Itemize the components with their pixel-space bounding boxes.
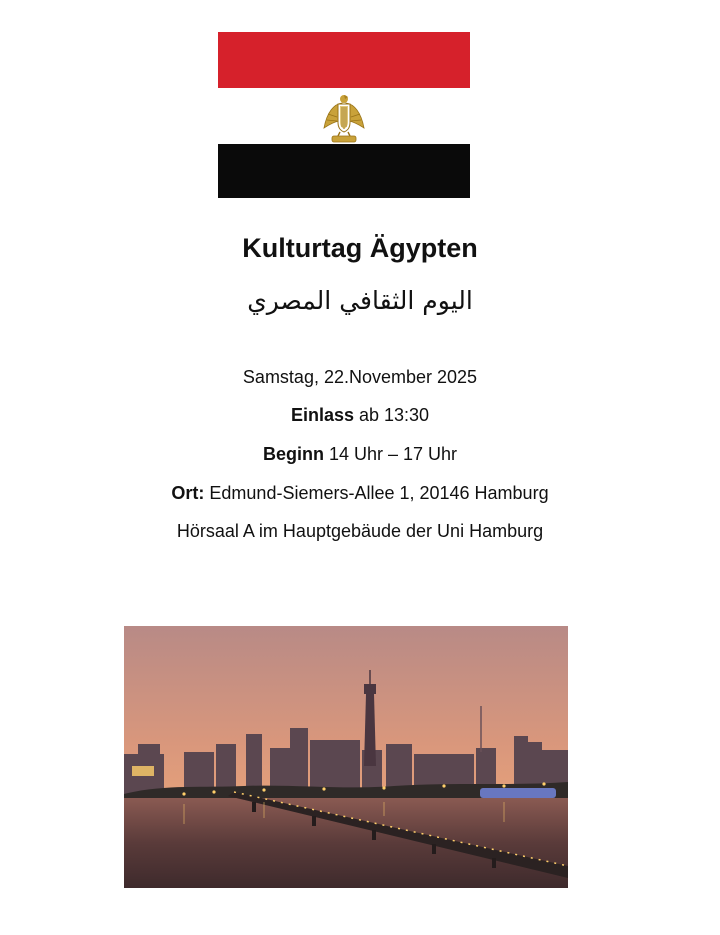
- start-label: Beginn: [262, 444, 324, 464]
- event-room: Hörsaal A im Hauptgebäude der Uni Hamburg: [176, 521, 544, 541]
- boat: [480, 788, 556, 798]
- event-title-arabic: اليوم الثقافي المصري: [247, 286, 473, 315]
- entry-time: [0, 402, 720, 428]
- cairo-skyline-nile-dusk-image: [124, 626, 568, 888]
- location-value: Edmund-Siemers-Allee 1, 20146 Hamburg: [204, 483, 549, 503]
- flag-black-stripe: [218, 144, 470, 198]
- event-title: Kulturtag Ägypten: [242, 233, 478, 263]
- nile-river: [124, 798, 568, 888]
- cairo-tower: [364, 670, 376, 766]
- start-time: [0, 441, 720, 467]
- egypt-flag: [218, 32, 470, 198]
- event-date: Samstag, 22.November 2025: [242, 367, 478, 387]
- event-location: [0, 480, 720, 506]
- eagle-of-saladin-icon: [322, 90, 366, 144]
- cairo-skyline-illustration: [124, 626, 568, 888]
- entry-label: Einlass: [290, 405, 354, 425]
- entry-value: ab 13:30: [353, 405, 430, 425]
- start-value: 14 Uhr – 17 Uhr: [323, 444, 458, 464]
- location-label: Ort:: [171, 483, 205, 503]
- flag-red-stripe: [218, 32, 470, 88]
